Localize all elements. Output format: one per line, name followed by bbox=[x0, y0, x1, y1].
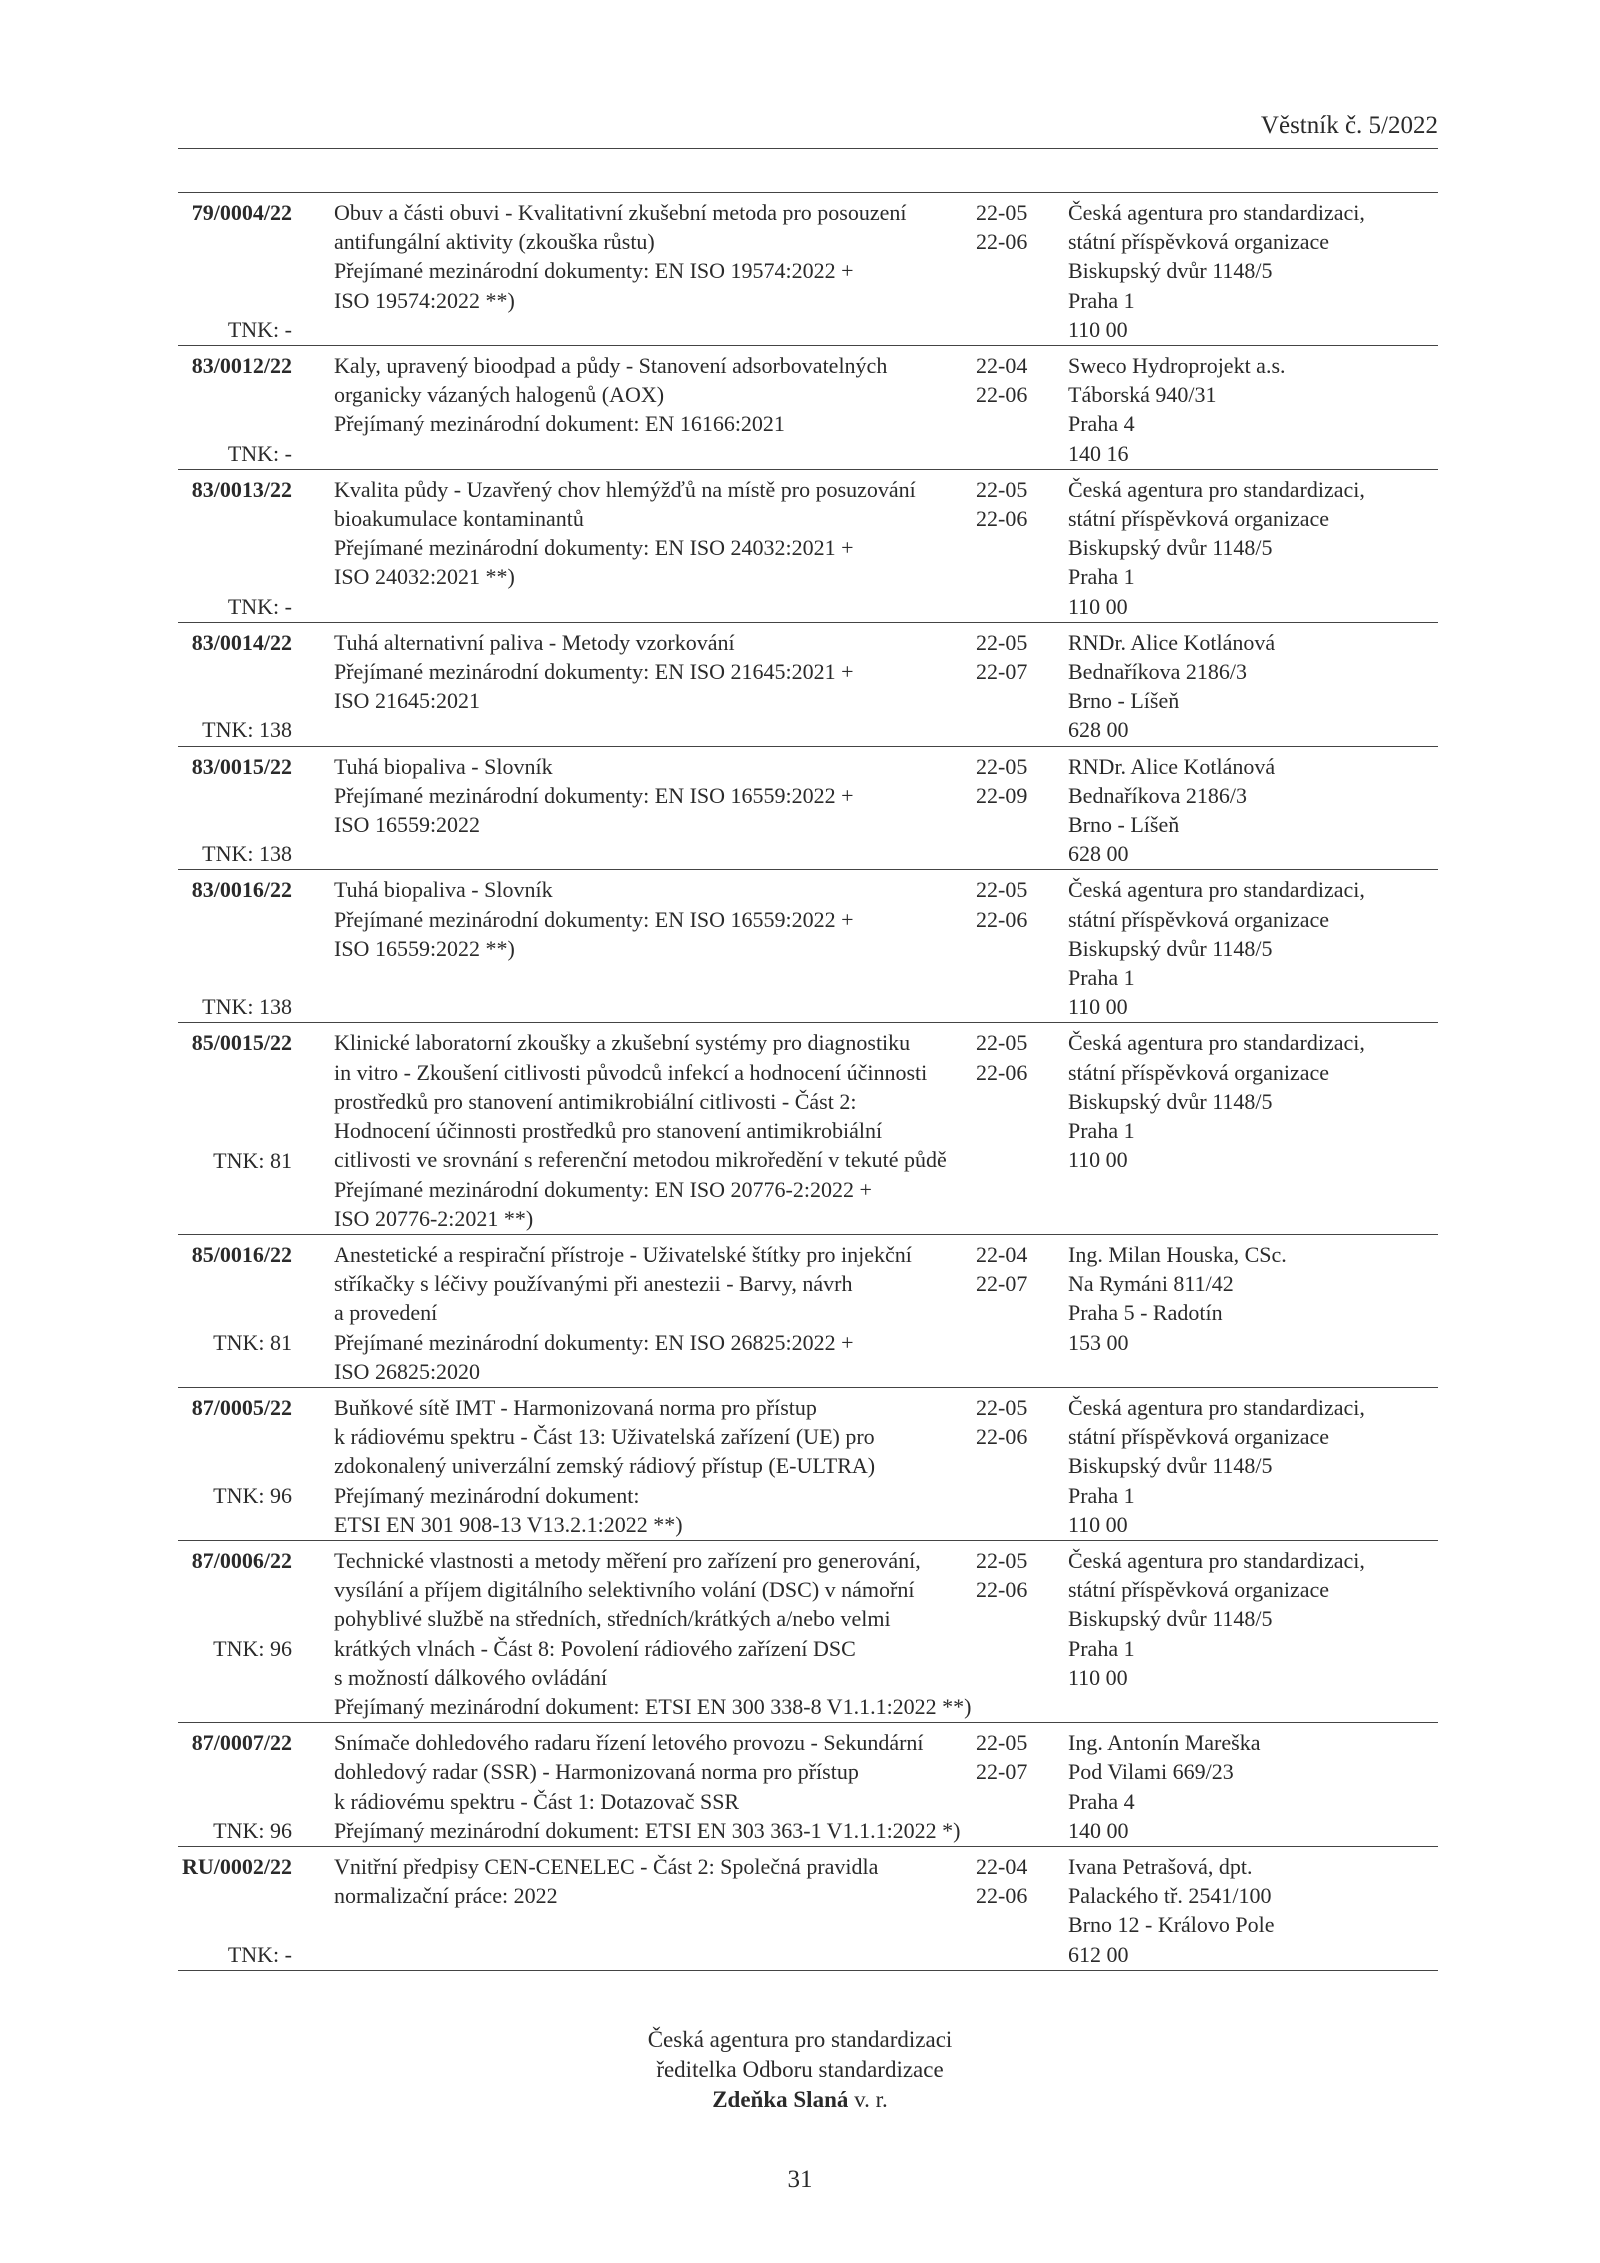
record-row bbox=[178, 870, 1438, 1023]
record-tnk: TNK: 81 bbox=[213, 1147, 292, 1173]
record-dates: 22-05 22-07 bbox=[976, 629, 1028, 685]
signature-block bbox=[0, 2025, 1600, 2115]
record-title: Tuhá alternativní paliva - Metody vzorkování Přejímané mezinárodní dokumenty: EN ISO 21645:2021 + ISO 21645:2021 bbox=[334, 629, 854, 714]
record-title: Tuhá biopaliva - Slovník Přejímané mezinárodní dokumenty: EN ISO 16559:2022 + ISO 16559:2022 **) bbox=[334, 877, 854, 961]
record-dates: 22-05 22-07 bbox=[976, 1730, 1028, 1785]
bulletin-title: Věstník č. 5/2022 bbox=[1260, 112, 1438, 139]
record-row bbox=[178, 193, 1438, 346]
record-dates: 22-04 22-07 bbox=[976, 1241, 1028, 1297]
record-title: Kvalita půdy - Uzavřený chov hlemýžďů na místě pro posuzování bioakumulace kontaminantů Přejímané mezinárodní dokumenty: EN ISO 24032:2021 + ISO 24032:2021 **) bbox=[334, 476, 916, 590]
record-dates: 22-04 22-06 bbox=[976, 353, 1028, 408]
record-dates: 22-05 22-06 bbox=[976, 476, 1028, 532]
signer-suffix: v. r. bbox=[848, 2087, 888, 2112]
record-row bbox=[178, 1847, 1438, 1971]
record-tnk: TNK: - bbox=[227, 316, 292, 342]
record-number: 79/0004/22 bbox=[191, 200, 292, 225]
record-tnk: TNK: - bbox=[227, 593, 292, 619]
record-title: Obuv a části obuvi - Kvalitativní zkušební metoda pro posouzení antifungální aktivity (zkouška růstu) Přejímané mezinárodní dokumenty: EN ISO 19574:2022 + ISO 19574:2022 **) bbox=[334, 200, 907, 313]
record-processor: Sweco Hydroprojekt a.s. Táborská 940/31 Praha 4 140 16 bbox=[1068, 353, 1286, 466]
record-tnk: TNK: 96 bbox=[213, 1482, 292, 1508]
record-tnk: TNK: 138 bbox=[202, 841, 292, 867]
record-row bbox=[178, 1723, 1438, 1847]
record-tnk: TNK: 96 bbox=[213, 1635, 292, 1661]
record-processor: Ivana Petrašová, dpt. Palackého tř. 2541/100 Brno 12 - Královo Pole 612 00 bbox=[1068, 1853, 1275, 1967]
record-processor: Ing. Antonín Mareška Pod Vilami 669/23 Praha 4 140 00 bbox=[1068, 1730, 1261, 1843]
page-header bbox=[178, 112, 1438, 149]
record-tnk: TNK: 96 bbox=[213, 1817, 292, 1843]
record-number: 87/0006/22 bbox=[191, 1547, 292, 1573]
record-title: Vnitřní předpisy CEN-CENELEC - Část 2: Společná pravidla normalizační práce: 2022 bbox=[334, 1853, 879, 1909]
record-dates: 22-04 22-06 bbox=[976, 1853, 1028, 1909]
record-processor: Česká agentura pro standardizaci, státní příspěvková organizace Biskupský dvůr 1148/5 Praha 1 110 00 bbox=[1068, 1547, 1365, 1690]
record-processor: Česká agentura pro standardizaci, státní příspěvková organizace Biskupský dvůr 1148/5 Praha 1 110 00 bbox=[1068, 877, 1365, 1020]
record-processor: Česká agentura pro standardizaci, státní příspěvková organizace Biskupský dvůr 1148/5 Praha 1 110 00 bbox=[1068, 476, 1365, 619]
record-title: Tuhá biopaliva - Slovník Přejímané mezinárodní dokumenty: EN ISO 16559:2022 + ISO 16559:2022 bbox=[334, 753, 854, 838]
record-number: 83/0013/22 bbox=[191, 476, 292, 502]
record-row bbox=[178, 1023, 1438, 1234]
record-row bbox=[178, 346, 1438, 470]
record-tnk: TNK: - bbox=[227, 440, 292, 466]
record-row bbox=[178, 1388, 1438, 1541]
record-title: Technické vlastnosti a metody měření pro zařízení pro generování, vysílání a příjem digitálního selektivního volání (DSC) v námořní pohyblivé službě na středních, středních/krátkých a/nebo velmi krátkých vlnách - Část 8: Povolení rádiového zařízení DSC s možností dálkového ovládání Přejímaný mezinárodní dokument: ETSI EN 300 338-8 V1.1.1:2022 **) bbox=[334, 1547, 972, 1719]
record-processor: Česká agentura pro standardizaci, státní příspěvková organizace Biskupský dvůr 1148/5 Praha 1 110 00 bbox=[1068, 1394, 1365, 1537]
record-processor: Česká agentura pro standardizaci, státní příspěvková organizace Biskupský dvůr 1148/5 Praha 1 110 00 bbox=[1068, 1030, 1365, 1173]
record-row bbox=[178, 747, 1438, 871]
record-dates: 22-05 22-09 bbox=[976, 753, 1028, 808]
agency-name: Česká agentura pro standardizaci bbox=[647, 2027, 953, 2052]
signer-position: ředitelka Odboru standardizace bbox=[656, 2057, 944, 2082]
record-dates: 22-05 22-06 bbox=[976, 1394, 1028, 1450]
record-title: Klinické laboratorní zkoušky a zkušební systémy pro diagnostiku in vitro - Zkoušení citlivosti původců infekcí a hodnocení účinnosti prostředků pro stanovení antimikrobiální citlivosti - Část 2: Hodnocení účinnosti prostředků pro stanovení antimikrobiální citlivosti ve srovnání s referenční metodou mikroředění v tekuté půdě Přejímané mezinárodní dokumenty: EN ISO 20776-2:2022 + ISO 20776-2:2021 **) bbox=[334, 1030, 947, 1231]
record-number: 85/0016/22 bbox=[191, 1241, 292, 1267]
records-table bbox=[178, 192, 1438, 1971]
record-tnk: TNK: - bbox=[227, 1941, 292, 1967]
record-processor: RNDr. Alice Kotlánová Bednaříkova 2186/3 Brno - Líšeň 628 00 bbox=[1068, 629, 1276, 743]
record-row bbox=[178, 623, 1438, 747]
record-row bbox=[178, 1235, 1438, 1388]
record-processor: RNDr. Alice Kotlánová Bednaříkova 2186/3 Brno - Líšeň 628 00 bbox=[1068, 753, 1276, 867]
record-dates: 22-05 22-06 bbox=[976, 1547, 1028, 1603]
record-number: 83/0015/22 bbox=[191, 753, 292, 779]
page-number: 31 bbox=[787, 2166, 813, 2193]
record-processor: Česká agentura pro standardizaci, státní příspěvková organizace Biskupský dvůr 1148/5 Praha 1 110 00 bbox=[1068, 200, 1365, 342]
record-dates: 22-05 22-06 bbox=[976, 877, 1028, 932]
record-number: 83/0014/22 bbox=[191, 629, 292, 655]
record-number: 83/0016/22 bbox=[191, 877, 292, 903]
record-tnk: TNK: 138 bbox=[202, 994, 292, 1020]
record-number: RU/0002/22 bbox=[182, 1853, 292, 1879]
signer-line bbox=[0, 2085, 1600, 2115]
record-dates: 22-05 22-06 bbox=[976, 200, 1028, 255]
record-row bbox=[178, 1541, 1438, 1723]
signer-name: Zdeňka Slaná bbox=[712, 2087, 849, 2112]
record-number: 87/0007/22 bbox=[191, 1730, 292, 1756]
record-title: Kaly, upravený bioodpad a půdy - Stanovení adsorbovatelných organicky vázaných halogenů (AOX) Přejímaný mezinárodní dokument: EN 16166:2021 bbox=[334, 353, 888, 437]
record-dates: 22-05 22-06 bbox=[976, 1030, 1028, 1085]
record-title: Anestetické a respirační přístroje - Uživatelské štítky pro injekční stříkačky s léčivy používanými při anestezii - Barvy, návrh a provedení Přejímané mezinárodní dokumenty: EN ISO 26825:2022 + ISO 26825:2020 bbox=[334, 1241, 912, 1384]
record-tnk: TNK: 81 bbox=[213, 1329, 292, 1355]
record-number: 85/0015/22 bbox=[191, 1030, 292, 1056]
record-number: 83/0012/22 bbox=[191, 353, 292, 379]
record-tnk: TNK: 138 bbox=[202, 717, 292, 743]
record-row bbox=[178, 470, 1438, 623]
record-title: Buňkové sítě IMT - Harmonizovaná norma pro přístup k rádiovému spektru - Část 13: Uživatelská zařízení (UE) pro zdokonalený univerzální zemský rádiový přístup (E-ULTRA) Přejímaný mezinárodní dokument: ETSI EN 301 908-13 V13.2.1:2022 **) bbox=[334, 1394, 876, 1537]
record-processor: Ing. Milan Houska, CSc. Na Rymáni 811/42 Praha 5 - Radotín 153 00 bbox=[1068, 1241, 1287, 1355]
record-title: Snímače dohledového radaru řízení letového provozu - Sekundární dohledový radar (SSR) - Harmonizovaná norma pro přístup k rádiovému spektru - Část 1: Dotazovač SSR Přejímaný mezinárodní dokument: ETSI EN 303 363-1 V1.1.1:2022 *) bbox=[334, 1730, 961, 1843]
record-number: 87/0005/22 bbox=[191, 1394, 292, 1420]
